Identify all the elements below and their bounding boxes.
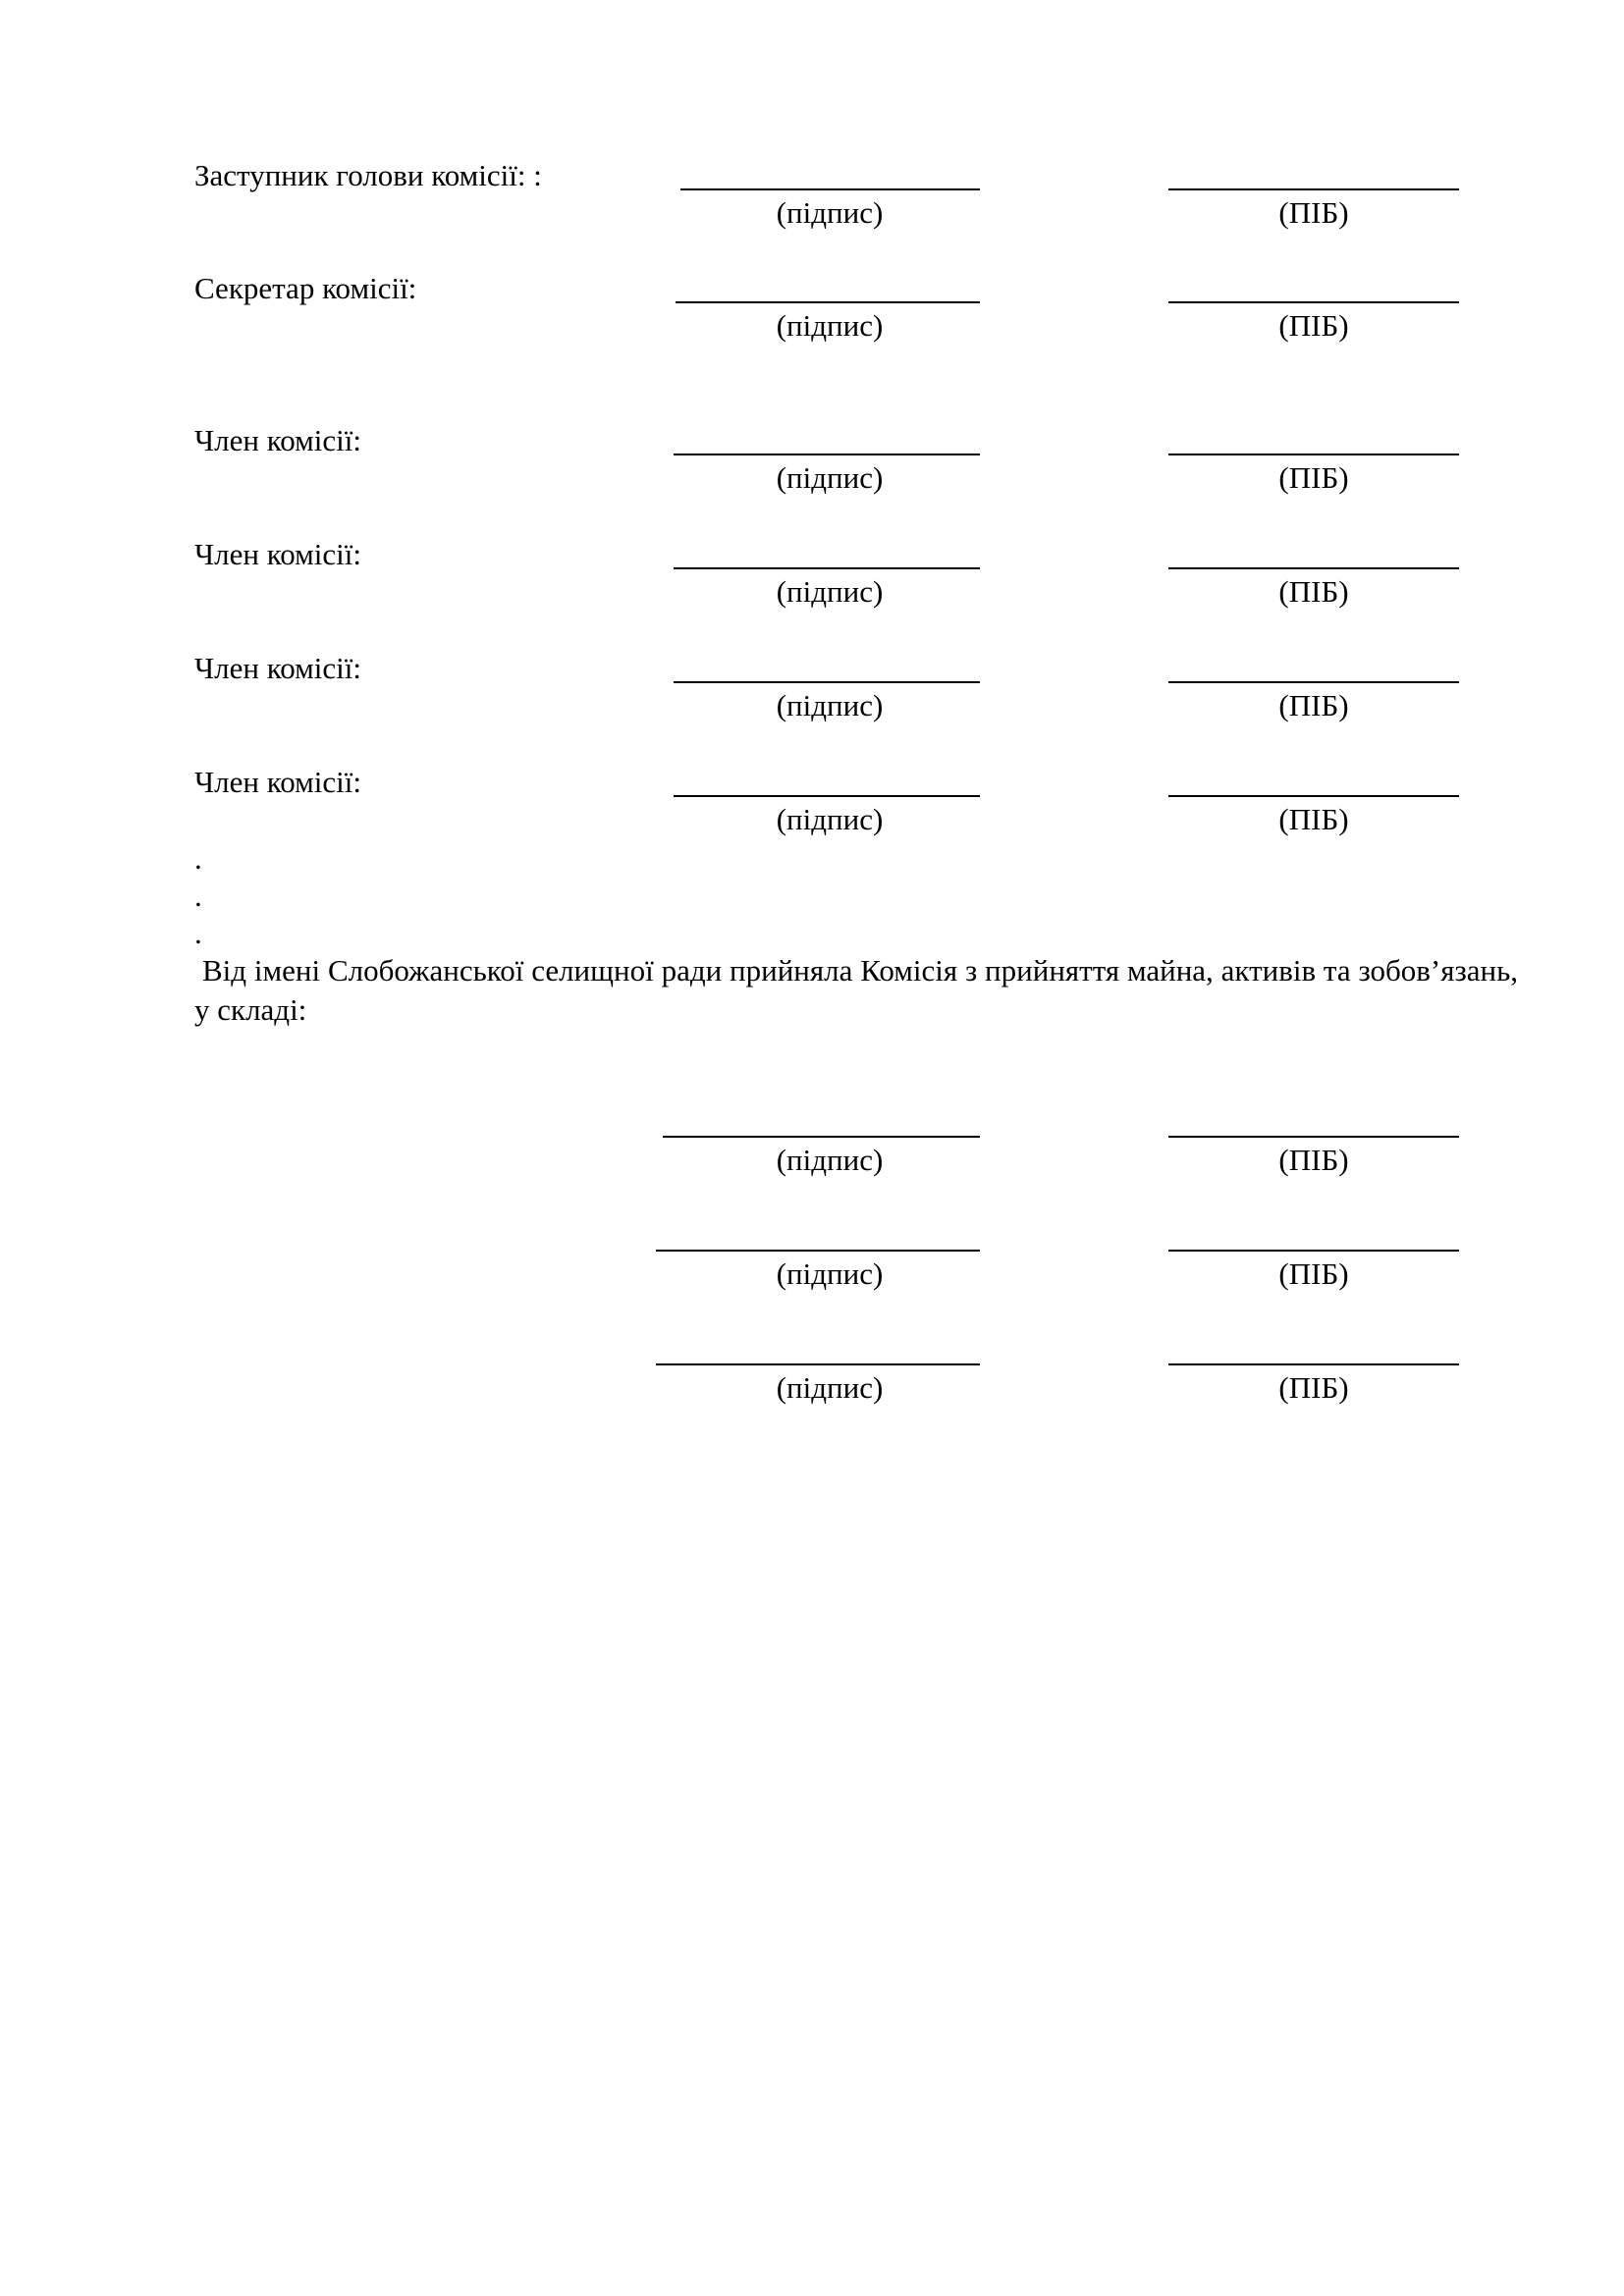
signature-line	[656, 1363, 980, 1365]
ellipsis-dot: .	[194, 916, 202, 950]
signature-caption: (підпис)	[776, 1256, 884, 1291]
name-caption: (ПІБ)	[1278, 1143, 1349, 1177]
name-line	[1168, 1363, 1459, 1365]
role-label: Член комісії:	[194, 423, 361, 457]
name-line	[1168, 188, 1459, 190]
signature-line	[680, 188, 980, 190]
signature-line	[674, 795, 980, 797]
ellipsis-dot: .	[194, 841, 202, 876]
signature-caption: (підпис)	[776, 195, 884, 230]
name-caption: (ПІБ)	[1278, 688, 1349, 722]
signature-caption: (підпис)	[776, 308, 884, 343]
name-line	[1168, 1136, 1459, 1138]
name-caption: (ПІБ)	[1278, 460, 1349, 495]
signature-caption: (підпис)	[776, 460, 884, 495]
name-line	[1168, 567, 1459, 569]
signature-caption: (підпис)	[776, 802, 884, 836]
signature-line	[676, 301, 980, 303]
name-line	[1168, 1250, 1459, 1252]
name-caption: (ПІБ)	[1278, 195, 1349, 230]
name-caption: (ПІБ)	[1278, 1256, 1349, 1291]
ellipsis-dot: .	[194, 879, 202, 913]
acceptance-paragraph: Від імені Слобожанської селищної ради прийняла Комісія з прийняття майна, активів та зобов’язань, у складі:	[194, 953, 1518, 1027]
name-line	[1168, 681, 1459, 683]
signature-caption: (підпис)	[776, 1143, 884, 1177]
role-label: Член комісії:	[194, 765, 361, 799]
signature-caption: (підпис)	[776, 688, 884, 722]
signature-line	[663, 1136, 980, 1138]
name-line	[1168, 301, 1459, 303]
name-caption: (ПІБ)	[1278, 308, 1349, 343]
name-line	[1168, 795, 1459, 797]
role-label: Заступник голови комісії: :	[194, 158, 542, 192]
signature-caption: (підпис)	[776, 1370, 884, 1405]
role-label: Секретар комісії:	[194, 271, 417, 305]
name-caption: (ПІБ)	[1278, 574, 1349, 609]
signature-line	[656, 1250, 980, 1252]
signature-line	[674, 681, 980, 683]
signature-caption: (підпис)	[776, 574, 884, 609]
name-line	[1168, 454, 1459, 455]
name-caption: (ПІБ)	[1278, 1370, 1349, 1405]
signature-line	[674, 567, 980, 569]
role-label: Член комісії:	[194, 651, 361, 685]
name-caption: (ПІБ)	[1278, 802, 1349, 836]
role-label: Член комісії:	[194, 537, 361, 571]
signature-line	[674, 454, 980, 455]
